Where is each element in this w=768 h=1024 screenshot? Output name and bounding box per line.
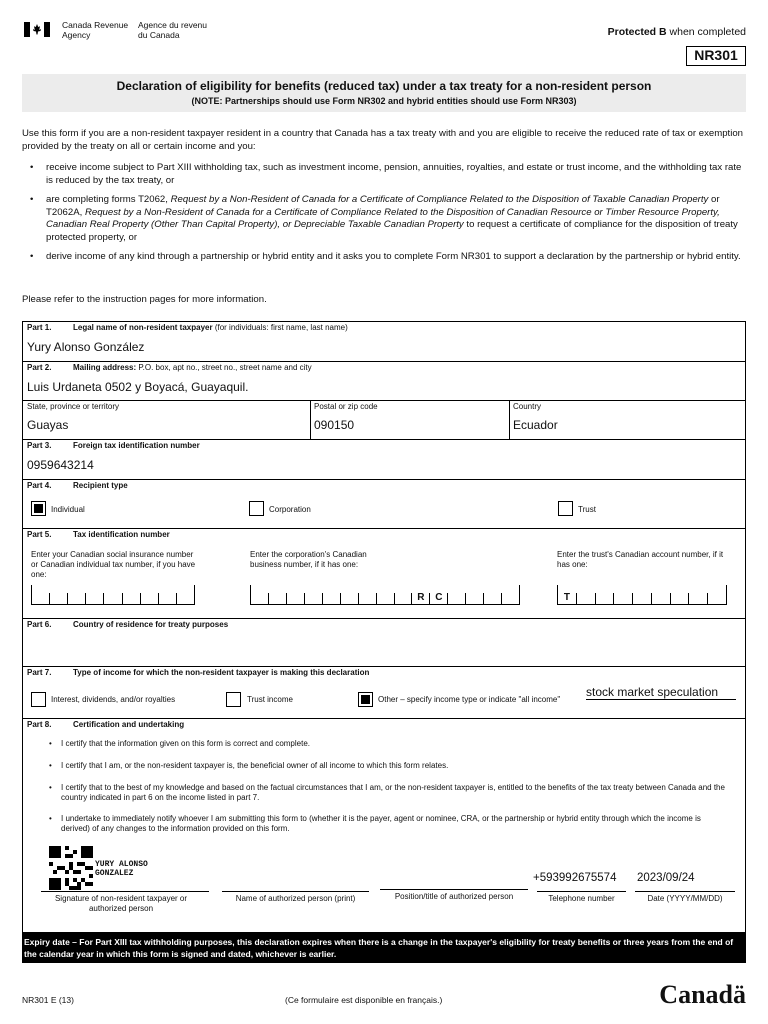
trust-checkbox[interactable] — [558, 501, 573, 516]
agency-name-en: Canada Revenue Agency — [62, 20, 129, 40]
list-item: • receive income subject to Part XIII withholding tax, such as investment income, pension, annuities, royalties, and estate or trust income, and the withholding tax rate is reduced by the tax treaty, or — [30, 162, 746, 187]
certification-list — [49, 739, 729, 834]
signature-stamp: YURY ALONSO GONZALEZ — [95, 860, 148, 878]
qr-code-icon — [49, 846, 93, 890]
form-table — [22, 321, 746, 933]
canada-flag-icon — [24, 22, 50, 37]
list-item: • I undertake to immediately notify whoever I am submitting this form to (whether it is the payer, agent or nominee, CRA, or the partnership or hybrid entity through which the income is derived) of any changes to the information provided on this form. — [49, 814, 729, 834]
part1-row: Part 1. Legal name of non-resident taxpayer (for individuals: first name, last name) Yury Alonso González — [27, 323, 348, 354]
date-field[interactable]: 2023/09/24 — [637, 872, 695, 884]
state-field[interactable]: Guayas — [27, 418, 69, 432]
foreign-tax-id-field[interactable]: 0959643214 — [27, 458, 94, 472]
other-income-checkbox[interactable] — [358, 692, 373, 707]
individual-checkbox[interactable] — [31, 501, 46, 516]
part6-row: Part 6. Country of residence for treaty purposes — [23, 618, 745, 666]
business-number-input[interactable]: R C — [250, 585, 520, 605]
part8-row: Part 8. Certification and undertaking • I certify that the information given on this form is correct and complete. • I certify that I am, or the non-resident taxpayer is, the beneficial owner of all income to which this form relates. • I certify that to the best of my knowledge and based on the factual circumstances that I am, or the non-resident taxpayer is, entitled to the benefits of the tax treaty between Canada and the country indicated in part 6 on the income listed in part 7. • I undertake to immediately notify whoever I am submitting this form to (whether it is the payer, agent or nominee, CRA, or the partnership or hybrid entity through which the income is derived) of any changes to the information provided on this form. YURY ALONSO GONZALEZ +593992675574 2023/09/24 Signature of non-resident taxpayer or authorized person Name of authorized person (print) Position/title of authorized person Telephone number Date (YYYY/MM/DD) — [23, 718, 745, 934]
postal-code-field[interactable]: 090150 — [314, 418, 355, 432]
protected-label: Protected B when completed — [607, 26, 746, 38]
part5-row: Part 5. Tax identification number Enter your Canadian social insurance number or Canadian individual tax number, if you have one: Enter the corporation's Canadian business number, if it has one: Enter the trust's Canadian account number, if it has one: R C T — [23, 528, 745, 618]
canada-wordmark: Canadä — [659, 980, 746, 1009]
intro-text: Use this form if you are a non-resident taxpayer resident in a country that Canada has a tax treaty with and you are eligible to receive the reduced rate of tax or exemption provided by the treaty on all or certain income and you: — [22, 128, 743, 152]
list-item: • derive income of any kind through a partnership or hybrid entity and it asks you to complete Form NR301 to support a declaration by the partnership or hybrid entity. — [30, 251, 746, 264]
corporation-checkbox[interactable] — [249, 501, 264, 516]
agency-name-fr: Agence du revenu du Canada — [138, 20, 207, 40]
form-number: NR301 — [686, 46, 746, 66]
part4-row: Part 4. Recipient type Individual Corporation Trust — [23, 479, 745, 528]
expiry-notice: Expiry date – For Part XIII tax withholding purposes, this declaration expires when there is a change in the taxpayer's eligibility for treaty benefits or three years from the end of the calendar year in which this form is signed and dated, whichever is earlier. — [22, 933, 746, 963]
part3-row: Part 3. Foreign tax identification number 0959643214 — [23, 439, 745, 479]
trust-income-checkbox[interactable] — [226, 692, 241, 707]
other-income-field[interactable]: stock market speculation — [586, 685, 736, 700]
telephone-field[interactable]: +593992675574 — [533, 872, 617, 884]
form-code: NR301 E (13) — [22, 995, 74, 1005]
part2-location-row: State, province or territory Guayas Postal or zip code 090150 Country Ecuador — [23, 400, 745, 439]
form-title: Declaration of eligibility for benefits (reduced tax) under a tax treaty for a non-resident person — [116, 79, 652, 93]
list-item: • are completing forms T2062, Request by a Non-Resident of Canada for a Certificate of Compliance Related to the Disposition of Taxable Canadian Property or T2062A, Request by a Non-Resident of Canada for a Certificate of Compliance Related to the Disposition of Canadian Resource or Timber Resource Property, Canadian Real Property (Other Than Capital Property), or Depreciable Taxable Canadian Property to request a certificate of compliance for the disposition of treaty protected property, or — [30, 194, 746, 244]
country-field[interactable]: Ecuador — [513, 418, 558, 432]
list-item: • I certify that I am, or the non-resident taxpayer is, the beneficial owner of all income to which this form relates. — [49, 761, 729, 771]
french-availability-note: (Ce formulaire est disponible en français.) — [285, 995, 443, 1005]
form-note: (NOTE: Partnerships should use Form NR302 and hybrid entities should use Form NR303) — [191, 96, 577, 106]
mailing-address-field[interactable]: Luis Urdaneta 0502 y Boyacá, Guayaquil. — [27, 380, 249, 394]
part7-row: Part 7. Type of income for which the non-resident taxpayer is making this declaration Interest, dividends, and/or royalties Trust income Other – specify income type or indicate "all income" stock market speculation — [23, 666, 745, 718]
list-item: • I certify that the information given on this form is correct and complete. — [49, 739, 729, 749]
legal-name-field[interactable]: Yury Alonso González — [27, 340, 145, 354]
instructions-reference: Please refer to the instruction pages for more information. — [22, 294, 267, 305]
sin-input[interactable] — [31, 585, 195, 605]
list-item: • I certify that to the best of my knowledge and based on the factual circumstances that I am, or the non-resident taxpayer is, entitled to the benefits of the tax treaty between Canada and the country indicated in part 6 on the income listed in part 7. — [49, 783, 729, 803]
intro-bullets — [30, 162, 746, 271]
trust-account-input[interactable]: T — [557, 585, 727, 605]
part2-row: Part 2. Mailing address: P.O. box, apt no., street no., street name and city Luis Urdaneta 0502 y Boyacá, Guayaquil. — [23, 361, 745, 400]
interest-checkbox[interactable] — [31, 692, 46, 707]
treaty-country-field[interactable] — [27, 639, 727, 659]
title-banner — [22, 74, 746, 112]
